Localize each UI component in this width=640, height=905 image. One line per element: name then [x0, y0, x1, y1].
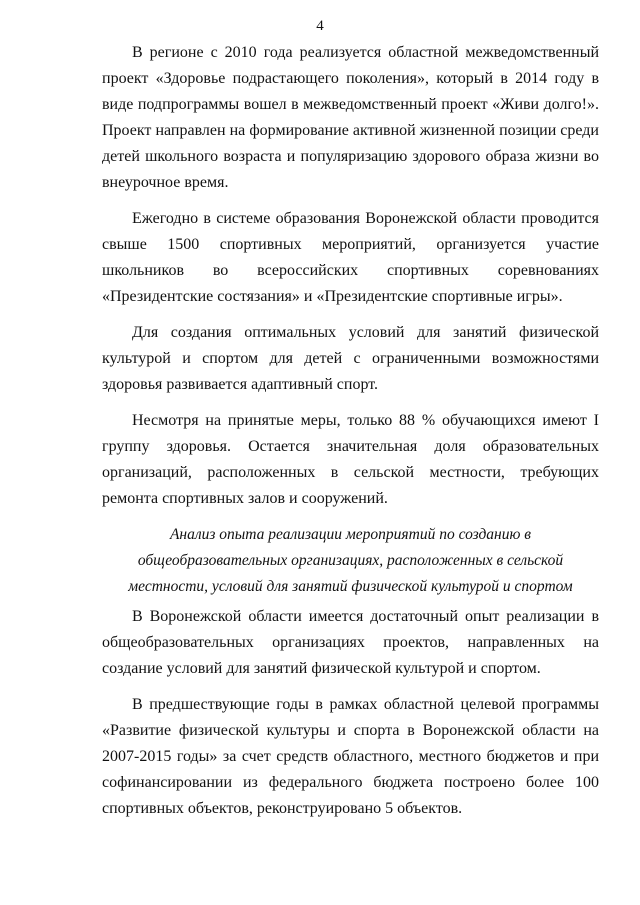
- page-number: 4: [316, 18, 324, 34]
- section-heading: Анализ опыта реализации мероприятий по созданию в общеобразовательных организациях, расположенных в сельской местности, условий для занятий физической культурой и спортом: [128, 526, 573, 595]
- paragraph-experience: В Воронежской области имеется достаточный опыт реализации в общеобразовательных организациях проектов, направленных на создание условий для занятий физической культурой и спортом.: [102, 608, 599, 677]
- paragraph-health-group: Несмотря на принятые меры, только 88 % обучающихся имеют I группу здоровья. Остается значительная доля образовательных организаций, расположенных в сельской местности, требующих ремонта спортивных залов и сооружений.: [102, 412, 599, 507]
- paragraph-target-program: В предшествующие годы в рамках областной целевой программы «Развитие физической культуры и спорта в Воронежской области на 2007-2015 годы» за счет средств областного, местного бюджетов и при софинансировании из федерального бюджета построено более 100 спортивных объектов, реконструировано 5 объектов.: [102, 696, 599, 817]
- paragraph-sport-events: Ежегодно в системе образования Воронежской области проводится свыше 1500 спортивных мероприятий, организуется участие школьников во всероссийских спортивных соревнованиях «Президентские состязания» и «Президентские спортивные игры».: [102, 210, 599, 305]
- paragraph-project-zdorovie: В регионе с 2010 года реализуется областной межведомственный проект «Здоровье подрастающего поколения», который в 2014 году в виде подпрограммы вошел в межведомственный проект «Живи долго!». Проект направлен на формирование активной жизненной позиции среди детей школьного возраста и популяризацию здорового образа жизни во внеурочное время.: [102, 44, 599, 191]
- document-body: [102, 40, 599, 832]
- paragraph-adaptive-sport: Для создания оптимальных условий для занятий физической культурой и спортом для детей с ограниченными возможностями здоровья развивается адаптивный спорт.: [102, 324, 599, 393]
